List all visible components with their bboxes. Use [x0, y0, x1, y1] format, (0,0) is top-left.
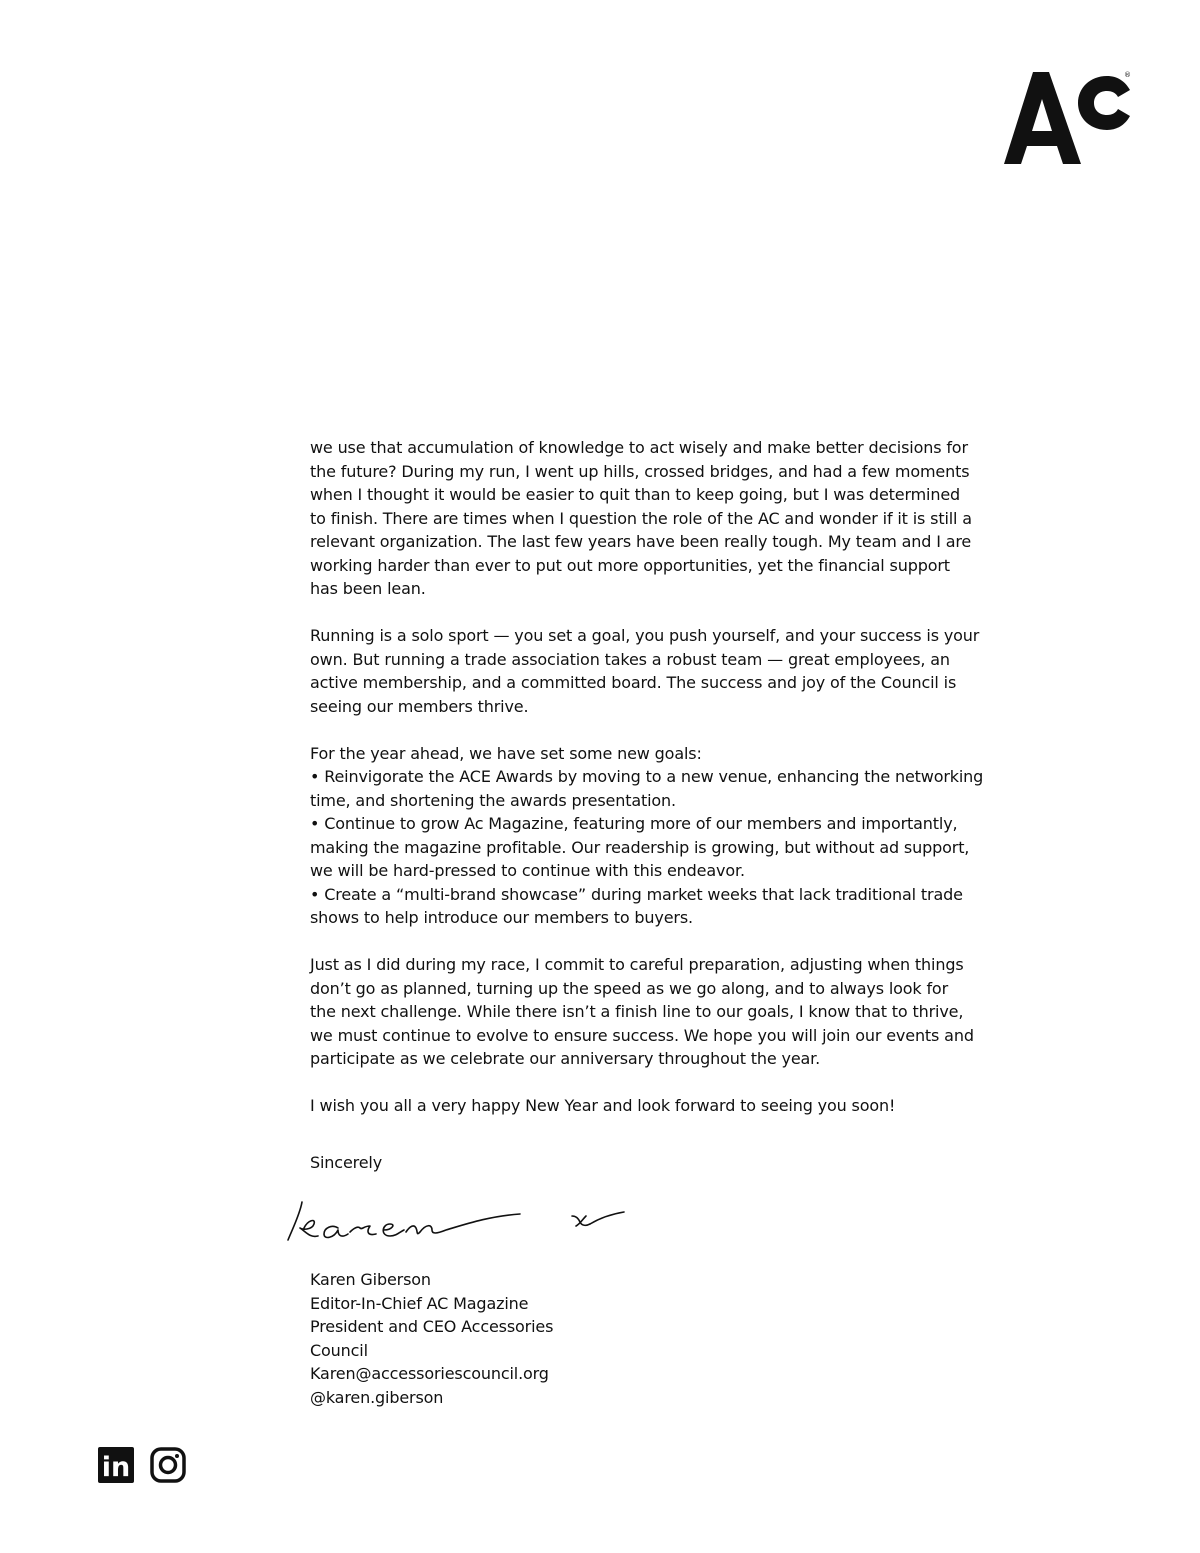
paragraph-line: the future? During my run, I went up hills, crossed bridges, and had a few moments — [310, 461, 970, 481]
paragraph-line: we will be hard-pressed to continue with this endeavor. — [310, 861, 745, 880]
signature-block — [310, 1268, 553, 1409]
paragraph-line: relevant organization. The last few years have been really tough. My team and I are — [310, 532, 972, 551]
paragraph-line: • Reinvigorate the ACE Awards by moving to a new venue, enhancing the networking — [310, 767, 984, 786]
paragraph-line: own. But running a trade association takes a robust team — great employees, an — [310, 649, 950, 669]
paragraph-line: we must continue to evolve to ensure success. We hope you will join our events and — [310, 1025, 974, 1045]
paragraph-line: working harder than ever to put out more opportunities, yet the financial support — [310, 555, 950, 575]
signer-title-1: Editor-In-Chief AC Magazine — [310, 1293, 529, 1313]
paragraph-line: • Create a “multi-brand showcase” during market weeks that lack traditional trade — [310, 884, 963, 904]
paragraph-line: we use that accumulation of knowledge to act wisely and make better decisions for — [310, 438, 968, 457]
paragraph-gap — [310, 718, 1010, 742]
letter-paragraph — [310, 953, 1010, 1071]
signer-email: Karen@accessoriescouncil.org — [310, 1364, 549, 1383]
paragraph-line: to finish. There are times when I question the role of the AC and wonder if it is still a — [310, 508, 972, 528]
signer-title-2: President and CEO Accessories — [310, 1317, 554, 1336]
letter-paragraph — [310, 624, 1010, 718]
signer-social-handle: @karen.giberson — [310, 1387, 444, 1407]
paragraph-line: don’t go as planned, turning up the speed as we go along, and to always look for — [310, 978, 949, 998]
linkedin-icon-text: in — [101, 1452, 131, 1483]
paragraph-line: participate as we celebrate our anniversary throughout the year. — [310, 1049, 821, 1068]
ac-logo — [1003, 68, 1133, 168]
paragraph-line: • Continue to grow Ac Magazine, featuring more of our members and importantly, — [310, 814, 958, 833]
paragraph-line: when I thought it would be easier to quit than to keep going, but I was determined — [310, 485, 961, 504]
closing-salutation: Sincerely — [310, 1153, 383, 1172]
paragraph-gap — [310, 1071, 1010, 1095]
paragraph-line: the next challenge. While there isn’t a finish line to our goals, I know that to thrive, — [310, 1002, 964, 1021]
logo-letter-a — [1004, 72, 1081, 164]
registered-mark: ® — [1124, 71, 1131, 79]
paragraph-line: time, and shortening the awards presentation. — [310, 790, 676, 810]
paragraph-line: active membership, and a committed board. The success and joy of the Council is — [310, 673, 957, 692]
signer-title-3: Council — [310, 1340, 368, 1360]
paragraph-line: making the magazine profitable. Our readership is growing, but without ad support, — [310, 837, 970, 857]
letter-paragraph — [310, 436, 1010, 601]
paragraph-line: shows to help introduce our members to buyers. — [310, 908, 693, 927]
paragraph-line: For the year ahead, we have set some new goals: — [310, 743, 702, 763]
paragraph-line: seeing our members thrive. — [310, 696, 529, 716]
paragraph-gap — [310, 601, 1010, 625]
paragraph-gap — [310, 930, 1010, 954]
signer-name: Karen Giberson — [310, 1270, 431, 1289]
social-links — [98, 1447, 186, 1483]
paragraph-line: Running is a solo sport — you set a goal, you push yourself, and your success is your — [310, 626, 980, 645]
letter-paragraph — [310, 1094, 1010, 1118]
logo-letter-c — [1078, 76, 1130, 130]
linkedin-icon[interactable] — [98, 1447, 134, 1483]
letter-paragraph — [310, 742, 1010, 930]
letter-body — [310, 436, 1010, 1118]
paragraph-line: Just as I did during my race, I commit to careful preparation, adjusting when things — [310, 955, 964, 974]
instagram-icon[interactable] — [150, 1447, 186, 1483]
paragraph-line: I wish you all a very happy New Year and look forward to seeing you soon! — [310, 1096, 896, 1115]
paragraph-line: has been lean. — [310, 579, 426, 598]
handwritten-signature — [280, 1188, 630, 1248]
